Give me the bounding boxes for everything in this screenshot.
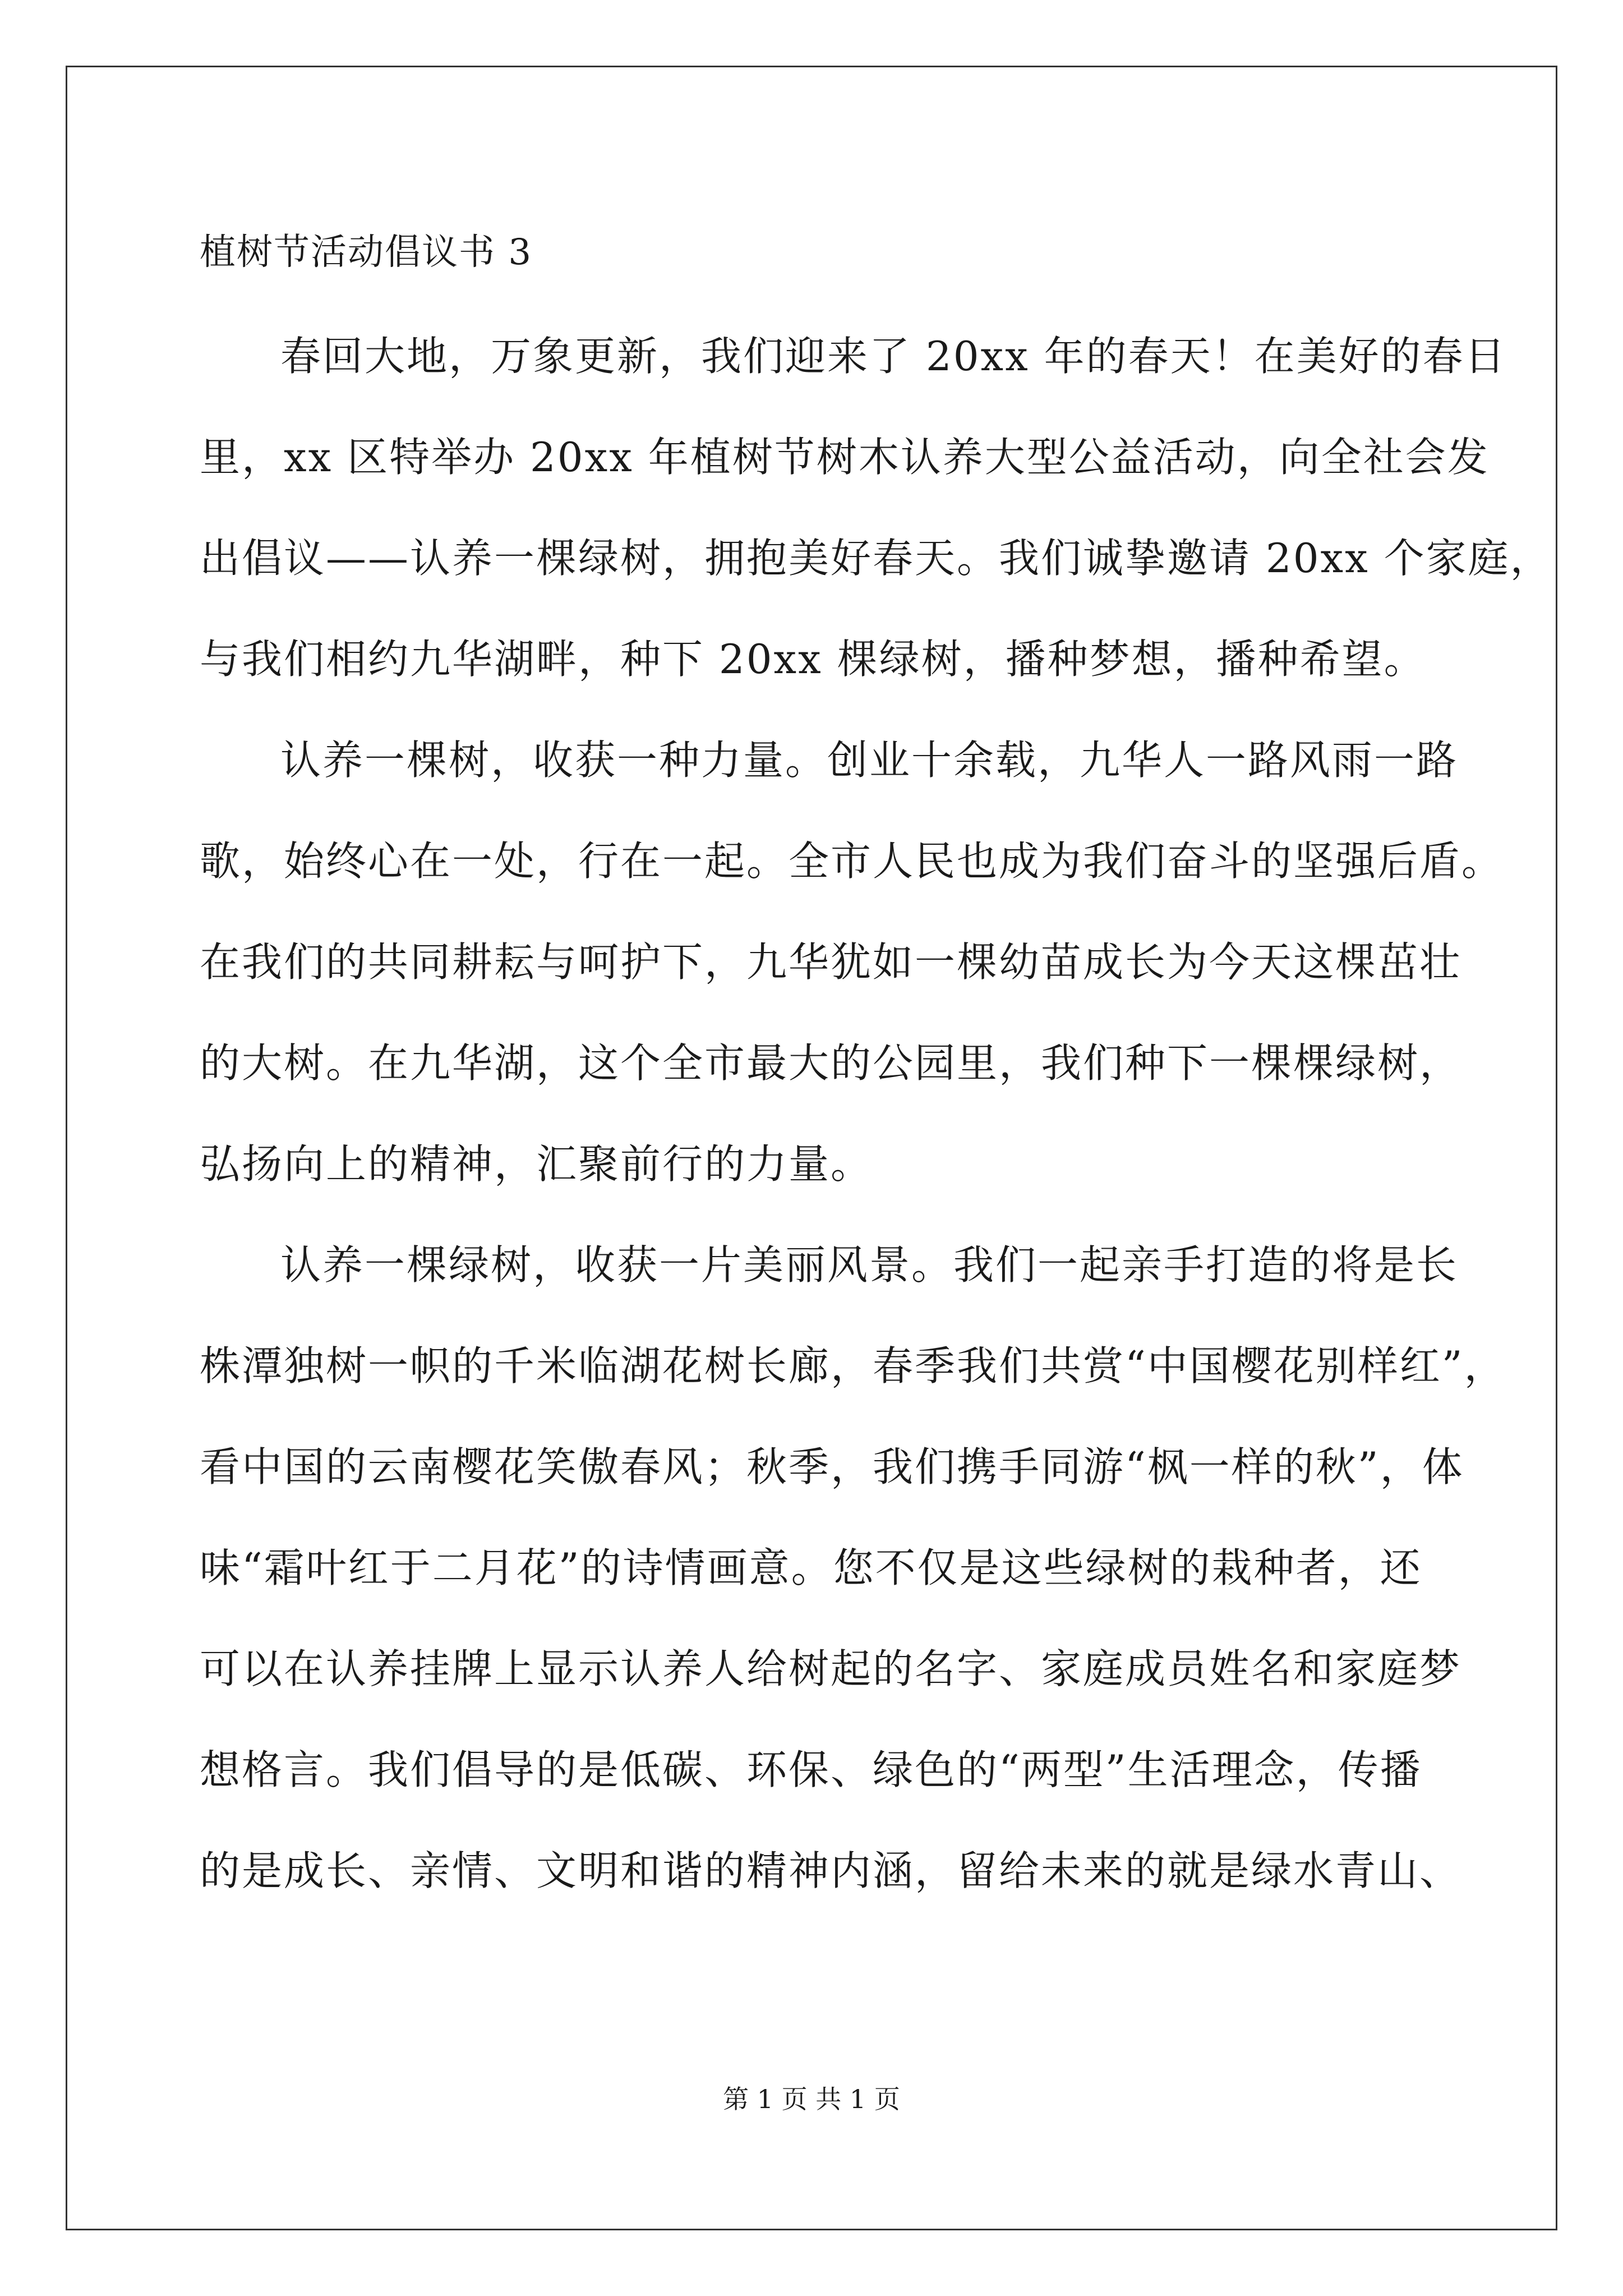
paragraph-2-line-3: 在我们的共同耕耘与呵护下，九华犹如一棵幼苗成长为今天这棵茁壮: [200, 938, 1462, 986]
paragraph-3-line-1: 认养一棵绿树，收获一片美丽风景。我们一起亲手打造的将是长: [280, 1241, 1459, 1289]
paragraph-2-line-2: 歌，始终心在一处，行在一起。全市人民也成为我们奋斗的坚强后盾。: [200, 838, 1504, 885]
paragraph-3-line-6: 想格言。我们倡导的是低碳、环保、绿色的“两型”生活理念，传播: [200, 1746, 1422, 1793]
document-title: 植树节活动倡议书 3: [200, 232, 533, 273]
paragraph-3-line-7: 的是成长、亲情、文明和谐的精神内涵，留给未来的就是绿水青山、: [200, 1847, 1462, 1894]
paragraph-3-line-4: 味“霜叶红于二月花”的诗情画意。您不仅是这些绿树的栽种者，还: [200, 1544, 1422, 1591]
paragraph-2-line-1: 认养一棵树，收获一种力量。创业十余载，九华人一路风雨一路: [280, 737, 1459, 784]
paragraph-3-line-2: 株潭独树一帜的千米临湖花树长廊，春季我们共赏“中国樱花别样红”，: [200, 1342, 1506, 1389]
paragraph-2-line-4: 的大树。在九华湖，这个全市最大的公园里，我们种下一棵棵绿树，: [200, 1039, 1462, 1087]
paragraph-2-line-5: 弘扬向上的精神，汇聚前行的力量。: [200, 1140, 873, 1188]
page-footer: 第 1 页 共 1 页: [723, 2084, 900, 2114]
paragraph-1-line-2: 里，xx 区特举办 20xx 年植树节树木认养大型公益活动，向全社会发: [200, 434, 1490, 481]
paragraph-3-line-3: 看中国的云南樱花笑傲春风；秋季，我们携手同游“枫一样的秋”，体: [200, 1443, 1464, 1490]
paragraph-1-line-3: 出倡议——认养一棵绿树，拥抱美好春天。我们诚挚邀请 20xx 个家庭，: [200, 535, 1552, 582]
paragraph-1-line-4: 与我们相约九华湖畔，种下 20xx 棵绿树，播种梦想，播种希望。: [200, 636, 1426, 683]
paragraph-1-line-1: 春回大地，万象更新，我们迎来了 20xx 年的春天！在美好的春日: [280, 333, 1507, 380]
paragraph-3-line-5: 可以在认养挂牌上显示认养人给树起的名字、家庭成员姓名和家庭梦: [200, 1645, 1462, 1692]
